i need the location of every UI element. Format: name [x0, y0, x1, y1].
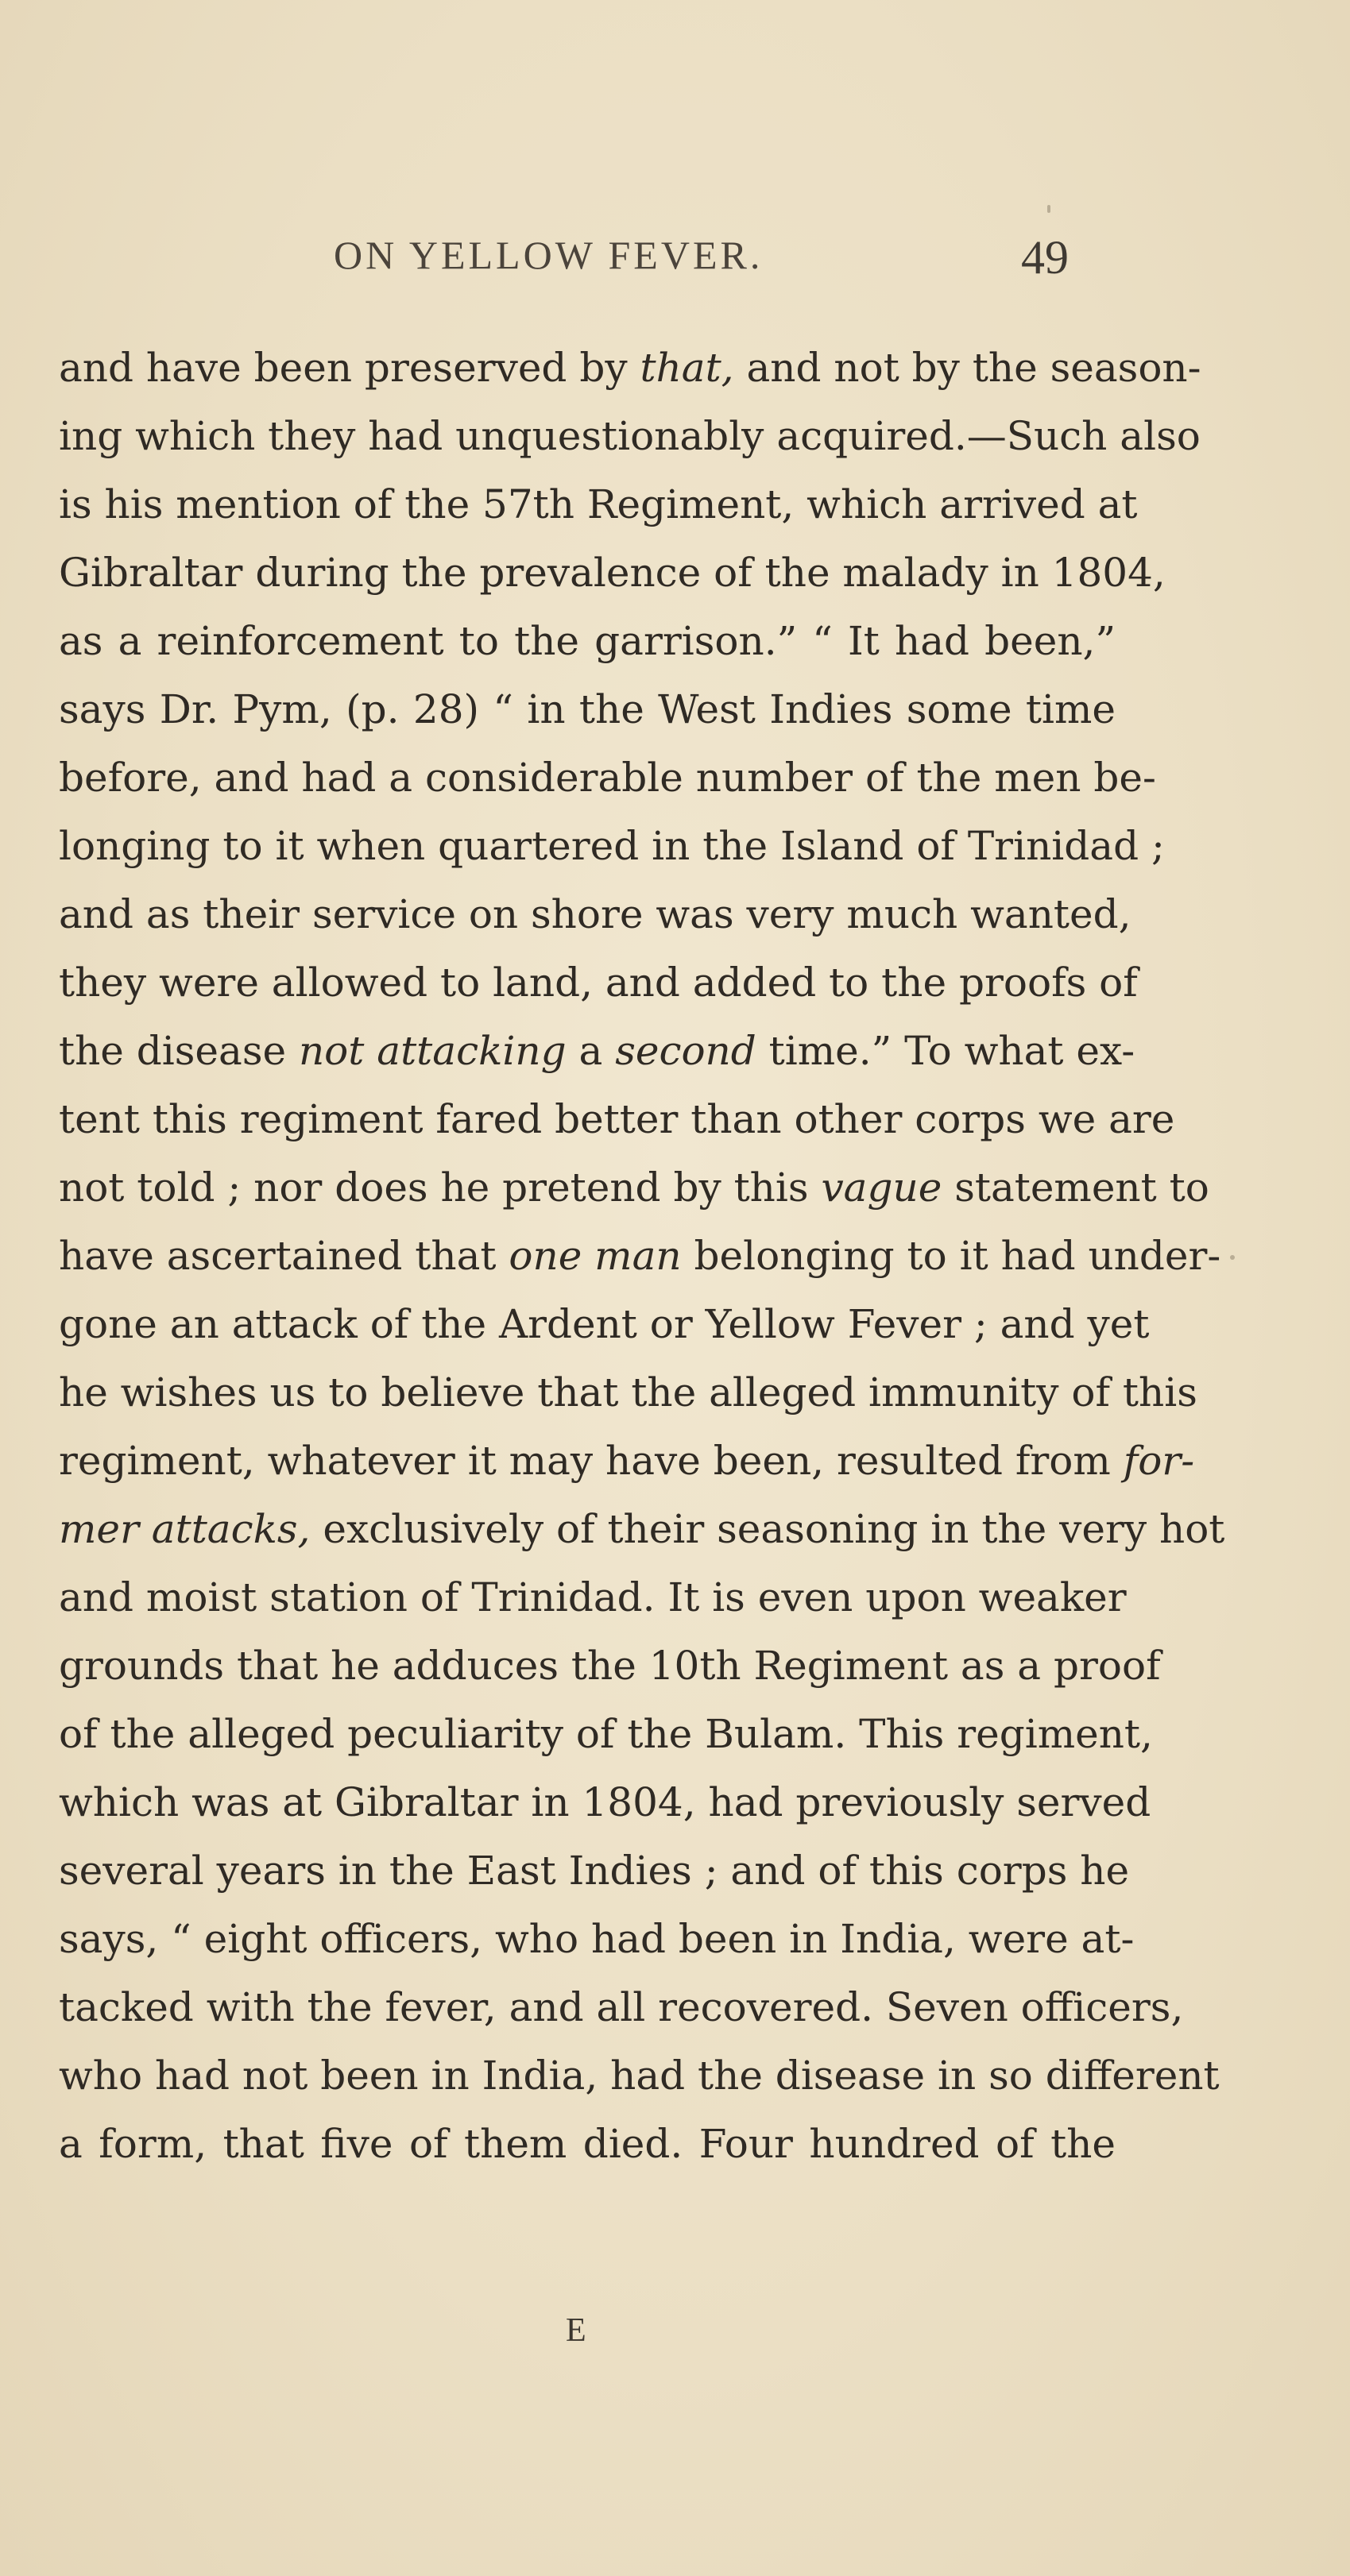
text-run: the disease	[59, 1028, 299, 1074]
text-line	[59, 1358, 1197, 1427]
text-line	[59, 1836, 1130, 1905]
text-run: have ascertained that	[59, 1233, 509, 1279]
text-run: belonging to it had under-	[681, 1233, 1221, 1279]
paper-speck	[1230, 1255, 1235, 1260]
text-run: and not by the season-	[733, 345, 1201, 391]
text-line	[59, 1085, 1175, 1153]
text-line	[59, 1153, 1209, 1222]
page-number: 49	[1021, 231, 1069, 284]
italic-run: second	[615, 1028, 756, 1074]
text-run: and moist station of Trinidad. It is even upon weaker	[59, 1574, 1127, 1620]
italic-run: for-	[1123, 1438, 1195, 1484]
text-run: not told ; nor does he pretend by this	[59, 1164, 822, 1211]
text-run: gone an attack of the Ardent or Yellow Fever ; and yet	[59, 1301, 1150, 1347]
text-run: time.” To what ex-	[756, 1028, 1135, 1074]
signature-mark: E	[566, 2312, 586, 2349]
text-line	[59, 1905, 1135, 1973]
text-line	[59, 880, 1131, 948]
text-line	[59, 607, 1116, 675]
text-run: as a reinforcement to the garrison.” “ It had been,”	[59, 618, 1116, 664]
text-run: Gibraltar during the prevalence of the malady in 1804,	[59, 550, 1166, 596]
text-line	[59, 334, 1201, 402]
text-run: before, and had a considerable number of the men be-	[59, 755, 1156, 801]
running-head: ON YELLOW FEVER.	[334, 233, 764, 277]
text-line	[59, 675, 1116, 743]
text-line	[59, 812, 1165, 880]
text-run: of the alleged peculiarity of the Bulam. This regiment,	[59, 1711, 1153, 1757]
text-line	[59, 1017, 1135, 1085]
text-line	[59, 1632, 1161, 1700]
text-run: exclusively of their seasoning in the very hot	[310, 1506, 1225, 1552]
text-line	[59, 539, 1166, 607]
text-line	[59, 743, 1156, 812]
text-run: and as their service on shore was very much wanted,	[59, 891, 1131, 937]
text-run: which was at Gibraltar in 1804, had previously served	[59, 1779, 1151, 1825]
text-run: statement to	[942, 1164, 1209, 1211]
text-line	[59, 1700, 1153, 1768]
italic-run: mer attacks,	[59, 1506, 311, 1552]
text-run: grounds that he adduces the 10th Regiment as a proof	[59, 1643, 1161, 1689]
text-run: a	[566, 1028, 616, 1074]
text-line	[59, 1973, 1184, 2041]
italic-run: vague	[821, 1164, 942, 1211]
text-line	[59, 1427, 1195, 1495]
text-run: is his mention of the 57th Regiment, which arrived at	[59, 481, 1138, 527]
body-text	[59, 334, 1225, 2178]
text-run: tent this regiment fared better than other corps we are	[59, 1096, 1175, 1142]
text-run: who had not been in India, had the disease in so different	[59, 2053, 1220, 2099]
text-run: a form, that five of them died. Four hundred of the	[59, 2121, 1116, 2167]
paper-speck	[1047, 205, 1050, 213]
text-line	[59, 470, 1138, 539]
italic-run: not attacking	[298, 1028, 567, 1074]
text-line	[59, 2110, 1116, 2178]
italic-run: that,	[640, 345, 734, 391]
text-run: longing to it when quartered in the Island of Trinidad ;	[59, 823, 1165, 869]
text-line	[59, 1222, 1221, 1290]
text-line	[59, 1290, 1150, 1358]
text-line	[59, 1495, 1225, 1563]
text-run: tacked with the fever, and all recovered. Seven officers,	[59, 1984, 1184, 2030]
text-line	[59, 1563, 1127, 1632]
text-run: they were allowed to land, and added to the proofs of	[59, 960, 1138, 1006]
text-run: says, “ eight officers, who had been in India, were at-	[59, 1916, 1135, 1962]
text-line	[59, 948, 1138, 1017]
text-run: he wishes us to believe that the alleged immunity of this	[59, 1369, 1197, 1415]
text-run: ing which they had unquestionably acquired.—Such also	[59, 413, 1201, 459]
text-line	[59, 402, 1201, 470]
text-run: and have been preserved by	[59, 345, 640, 391]
text-line	[59, 2041, 1220, 2110]
text-run: several years in the East Indies ; and of this corps he	[59, 1848, 1130, 1894]
text-line	[59, 1768, 1151, 1836]
text-run: says Dr. Pym, (p. 28) “ in the West Indies some time	[59, 686, 1116, 732]
italic-run: one man	[509, 1233, 682, 1279]
text-run: regiment, whatever it may have been, resulted from	[59, 1438, 1124, 1484]
